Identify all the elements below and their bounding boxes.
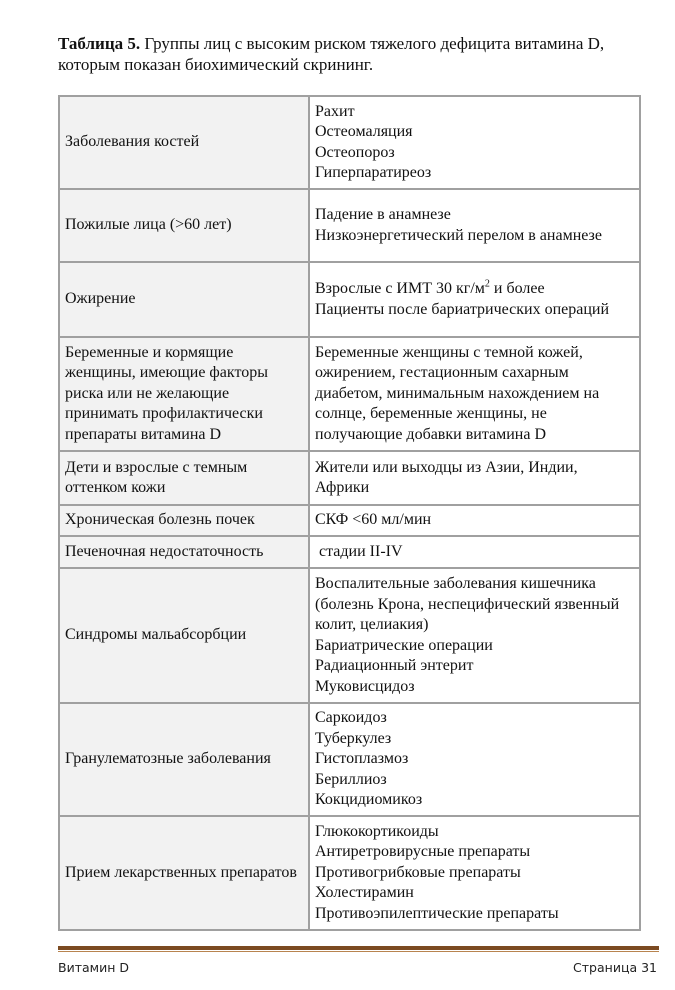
criteria-cell bbox=[309, 505, 640, 536]
criteria-item: Бариатрические операции bbox=[315, 636, 493, 654]
criteria-cell bbox=[309, 703, 640, 816]
caption-label: Таблица 5. bbox=[58, 34, 141, 53]
risk-groups-table bbox=[58, 95, 641, 931]
criteria-item: Остеомаляция bbox=[315, 123, 413, 140]
criteria-item: Рахит bbox=[315, 102, 355, 120]
criteria-item: Низкоэнергетический перелом в анамнезе bbox=[315, 226, 602, 244]
criteria-item: Радиационный энтерит bbox=[315, 657, 474, 674]
footer-divider-thick bbox=[58, 946, 659, 950]
criteria-item: Противогрибковые препараты bbox=[315, 863, 521, 881]
group-cell: Прием лекарственных препаратов bbox=[59, 816, 309, 930]
criteria-item: Туберкулез bbox=[315, 729, 392, 747]
group-cell: Заболевания костей bbox=[59, 96, 309, 189]
footer-title: Витамин D bbox=[58, 960, 129, 975]
criteria-item: Холестирамин bbox=[315, 884, 414, 902]
criteria-item: СКФ <60 мл/мин bbox=[315, 511, 432, 529]
group-cell: Дети и взрослые с темным оттенком кожи bbox=[59, 451, 309, 505]
criteria-item: стадии II-IV bbox=[315, 542, 403, 560]
criteria-cell bbox=[309, 536, 640, 568]
criteria-item: Кокцидиомикоз bbox=[315, 791, 423, 809]
group-cell: Пожилые лица (>60 лет) bbox=[59, 189, 309, 262]
criteria-cell bbox=[309, 337, 640, 451]
group-cell: Хроническая болезнь почек bbox=[59, 505, 309, 536]
criteria-item: Бериллиоз bbox=[315, 770, 387, 788]
criteria-item: Пациенты после бариатрических операций bbox=[315, 300, 610, 318]
group-cell: Гранулематозные заболевания bbox=[59, 703, 309, 816]
criteria-item: Беременные женщины с темной кожей, ожирением, гестационным сахарным диабетом, минимальным нахождением на солнце, беременные женщины, не получающие добавки витамина D bbox=[315, 343, 600, 443]
criteria-item: Жители или выходцы из Азии, Индии, Африки bbox=[315, 458, 578, 496]
criteria-cell bbox=[309, 189, 640, 262]
criteria-item: Падение в анамнезе bbox=[315, 206, 451, 223]
table-row bbox=[59, 703, 640, 816]
criteria-item: Глюкокортикоиды bbox=[315, 822, 439, 840]
page-number: Страница 31 bbox=[573, 960, 657, 975]
criteria-item: Саркоидоз bbox=[315, 709, 387, 727]
table-row bbox=[59, 337, 640, 451]
group-cell: Синдромы мальабсорбции bbox=[59, 568, 309, 703]
table-row bbox=[59, 505, 640, 536]
superscript: 2 bbox=[484, 278, 490, 290]
footer-divider-thin bbox=[58, 951, 659, 952]
group-cell: Ожирение bbox=[59, 262, 309, 337]
group-cell: Печеночная недостаточность bbox=[59, 536, 309, 568]
criteria-cell bbox=[309, 96, 640, 189]
table-row bbox=[59, 568, 640, 703]
criteria-item bbox=[315, 279, 634, 300]
criteria-item: Противоэпилептические препараты bbox=[315, 904, 559, 922]
criteria-cell bbox=[309, 568, 640, 703]
table-caption bbox=[58, 33, 658, 75]
criteria-cell bbox=[309, 262, 640, 337]
criteria-item: Воспалительные заболевания кишечника (болезнь Крона, неспецифический язвенный колит, целиакия) bbox=[315, 575, 620, 633]
criteria-text: и более bbox=[489, 280, 545, 297]
criteria-item: Остеопороз bbox=[315, 143, 395, 161]
criteria-cell bbox=[309, 816, 640, 930]
criteria-item: Муковисцидоз bbox=[315, 677, 415, 695]
table-row bbox=[59, 451, 640, 505]
criteria-cell bbox=[309, 451, 640, 505]
table-row bbox=[59, 816, 640, 930]
group-cell: Беременные и кормящие женщины, имеющие факторы риска или не желающие принимать профилактически препараты витамина D bbox=[59, 337, 309, 451]
criteria-item: Антиретровирусные препараты bbox=[315, 843, 531, 861]
table-row bbox=[59, 536, 640, 568]
table-row bbox=[59, 189, 640, 262]
criteria-item: Гиперпаратиреоз bbox=[315, 164, 432, 181]
table-row bbox=[59, 96, 640, 189]
criteria-text: Взрослые с ИМТ 30 кг/м bbox=[315, 280, 485, 297]
table-row bbox=[59, 262, 640, 337]
caption-text: Группы лиц с высоким риском тяжелого дефицита витамина D, которым показан биохимический скрининг. bbox=[58, 34, 605, 74]
criteria-item: Гистоплазмоз bbox=[315, 750, 409, 768]
